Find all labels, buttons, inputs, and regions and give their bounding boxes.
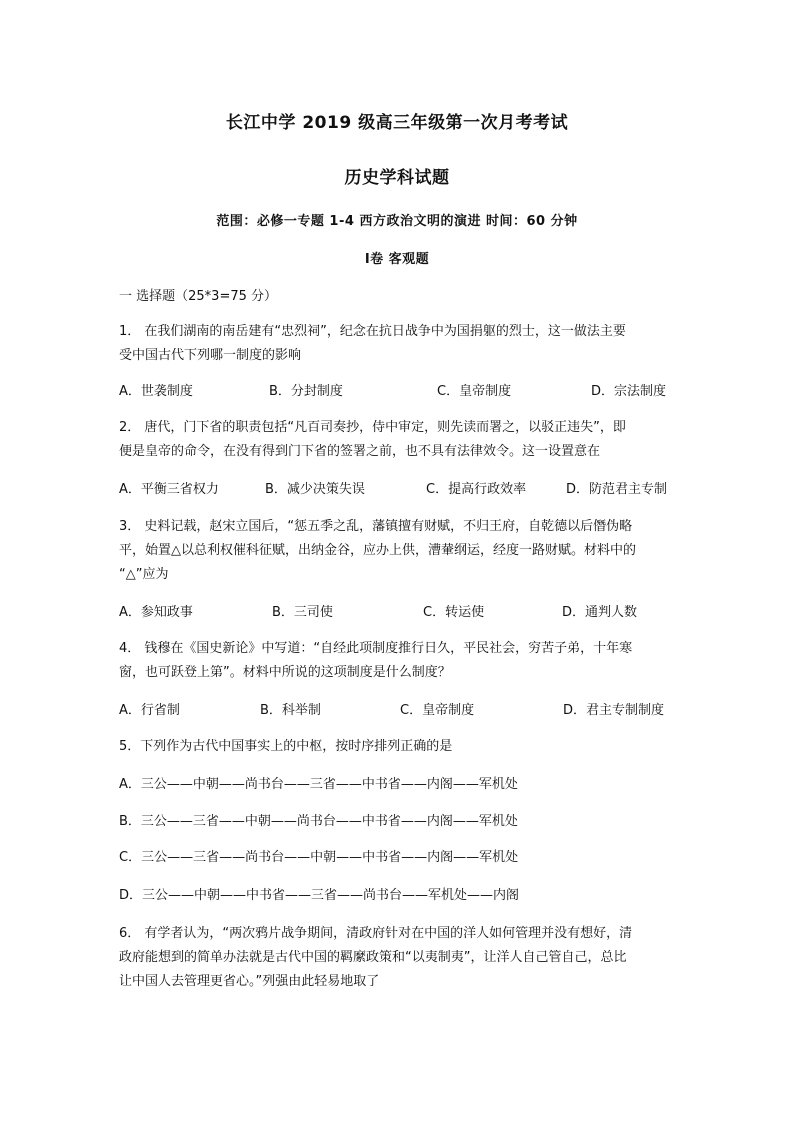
question-1-option-a: A．世袭制度: [119, 384, 193, 399]
question-4-option-b: B．科举制: [260, 703, 321, 718]
question-3-options: [119, 601, 679, 625]
question-4-line-1: 4． 钱穆在《国史新论》中写道：“自经此项制度推行日久，平民社会，穷苦子弟，十年寒: [119, 641, 633, 656]
question-2-options: [119, 478, 679, 502]
question-1-option-c: C．皇帝制度: [437, 384, 512, 399]
question-4-options: [119, 699, 679, 723]
question-1-options: [119, 380, 679, 404]
question-2-line-1: 2． 唐代，门下省的职责包括“凡百司奏抄，侍中审定，则先读而署之，以驳正违失”，即: [119, 420, 626, 435]
question-3-option-b: B．三司使: [272, 605, 333, 620]
question-1-option-d: D．宗法制度: [591, 384, 667, 399]
question-4-stem: [119, 637, 679, 685]
question-1-option-b: B．分封制度: [269, 384, 343, 399]
question-3-option-a: A．参知政事: [119, 605, 193, 620]
exam-scope: 范围：必修一专题 1-4 西方政治文明的演进 时间：60 分钟: [216, 214, 578, 229]
question-4-option-c: C．皇帝制度: [400, 703, 475, 718]
question-1-line-1: 1． 在我们湖南的南岳建有“忠烈祠”，纪念在抗日战争中为国捐躯的烈士，这一做法主要: [119, 324, 626, 339]
question-5-option-a: A．三公——中朝——尚书台——三省——中书省——内阁——军机处: [119, 777, 518, 792]
question-3-line-3: “△”应为: [119, 567, 169, 582]
question-5-stem: 5．下列作为古代中国事实上的中枢，按时序排列正确的是: [119, 739, 453, 754]
question-2-option-b: B．减少决策失误: [265, 482, 365, 497]
section-title: Ⅰ卷 客观题: [364, 252, 430, 267]
question-4-line-2: 窗，也可跃登上第”。材料中所说的这项制度是什么制度？: [119, 665, 451, 680]
question-2-option-a: A．平衡三省权力: [119, 482, 219, 497]
question-6-line-2: 政府能想到的简单办法就是古代中国的羁縻政策和“以夷制夷”，让洋人自己管自己，总比: [119, 950, 627, 965]
question-3-option-c: C．转运使: [423, 605, 485, 620]
question-3-option-d: D．通判人数: [562, 605, 638, 620]
question-1-stem: [119, 320, 679, 368]
subject-title: 历史学科试题: [344, 168, 450, 188]
part-one-heading: 一 选择题（25*3=75 分）: [119, 289, 278, 304]
question-5-option-b: B．三公——三省——中朝——尚书台——中书省——内阁——军机处: [119, 814, 518, 829]
question-2-stem: [119, 416, 679, 464]
question-6-line-3: 让中国人去管理更省心。”列强由此轻易地取了: [119, 974, 380, 989]
question-6-stem: [119, 922, 679, 994]
question-6-line-1: 6． 有学者认为，“两次鸦片战争期间，清政府针对在中国的洋人如何管理并没有想好，清: [119, 926, 633, 941]
question-4-option-a: A．行省制: [119, 703, 180, 718]
question-1-line-2: 受中国古代下列哪一制度的影响: [119, 348, 302, 363]
question-2-option-c: C．提高行政效率: [426, 482, 527, 497]
question-3-line-2: 平，始置△以总利权催科征赋，出纳金谷，应办上供，漕輂纲运，经度一路财赋。材料中的: [119, 543, 636, 558]
question-5-option-c: C．三公——三省——尚书台——中朝——中书省——内阁——军机处: [119, 850, 519, 865]
question-5-option-d: D．三公——中朝——中书省——三省——尚书台——军机处——内阁: [119, 888, 520, 903]
question-4-option-d: D．君主专制制度: [563, 703, 665, 718]
question-3-stem: [119, 515, 679, 587]
question-2-line-2: 便是皇帝的命令，在没有得到门下省的签署之前，也不具有法律效令。这一设置意在: [119, 444, 601, 459]
question-2-option-d: D．防范君主专制: [566, 482, 668, 497]
exam-title: 长江中学 2019 级高三年级第一次月考考试: [225, 113, 569, 133]
question-3-line-1: 3． 史料记载，赵宋立国后，“惩五季之乱，藩镇擅有财赋，不归王府，自乾德以后僭伪略: [119, 519, 633, 534]
